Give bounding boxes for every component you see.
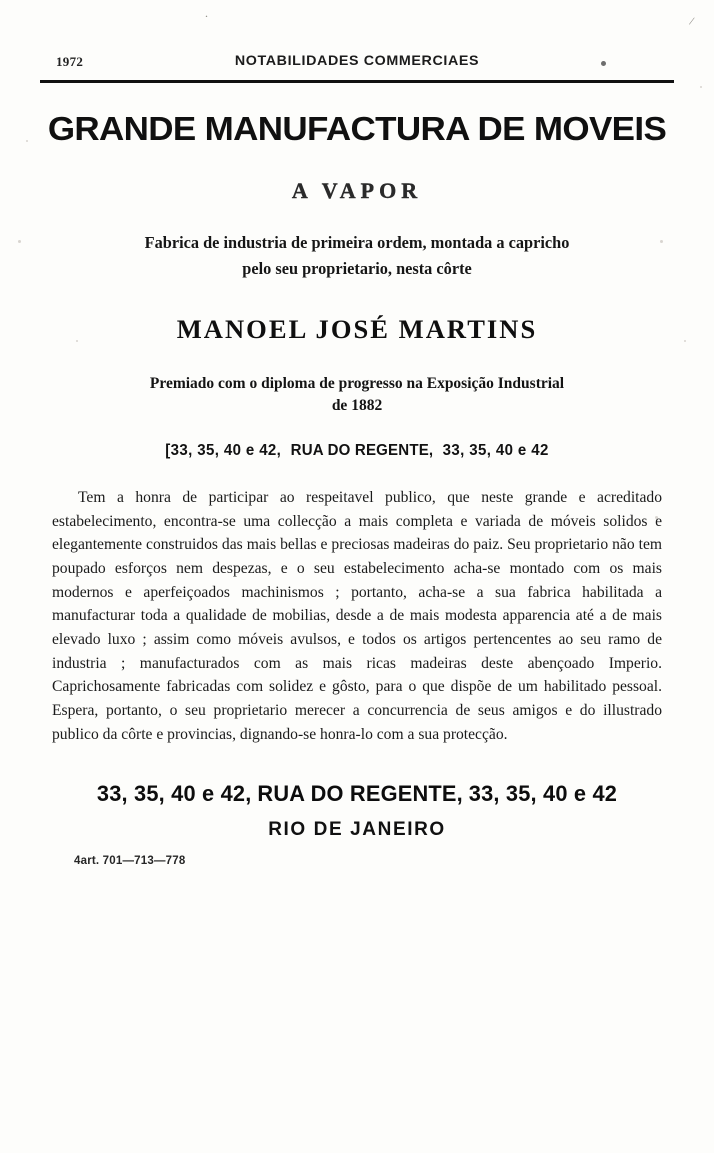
ad-lead xyxy=(64,230,650,281)
scan-speckle xyxy=(684,340,686,342)
address-numbers-left: [33, 35, 40 e 42, xyxy=(165,441,282,459)
ad-award xyxy=(52,373,662,418)
ad-title: GRANDE MANUFACTURA DE MOVEIS xyxy=(47,110,667,147)
header-ink-dot xyxy=(601,61,606,66)
ad-city: RIO DE JANEIRO xyxy=(268,818,446,840)
ad-award-line-2: de 1882 xyxy=(331,397,383,415)
ad-article-reference: 4art. 701—713—778 xyxy=(74,854,186,867)
advertisement xyxy=(47,96,667,867)
ad-award-line-1: Premiado com o diploma de progresso na Exposição Industrial xyxy=(149,375,565,392)
address-street: RUA DO REGENTE, xyxy=(290,441,434,459)
address-street: RUA DO REGENTE, xyxy=(257,780,463,806)
ad-proprietor-name: MANOEL JOSÉ MARTINS xyxy=(176,315,538,344)
address-numbers-left: 33, 35, 40 e 42, xyxy=(96,780,252,806)
scan-speckle xyxy=(26,140,28,142)
header-rule xyxy=(40,80,674,83)
ad-address-bottom xyxy=(55,781,659,807)
address-numbers-right: 33, 35, 40 e 42 xyxy=(442,441,549,459)
corner-scan-mark: . xyxy=(205,6,208,20)
folio-number: 1972 xyxy=(56,54,84,69)
ad-subtitle: A VAPOR xyxy=(291,178,423,203)
scan-speckle xyxy=(18,240,21,243)
ad-body-text: Tem a honra de participar ao respeitavel publico, que neste grande e acreditado estabelecimento, encontra-se uma collecção a mais completa e variada de móveis solidos e elegantemente construidos das mais bellas e preciosas madeiras do paiz. Seu proprietario não tem poupado esforços nem despezas, e o seu estabelecimento acha-se montado com os mais modernos e aperfeiçoados machinismos ; portanto, acha-se a sua fabrica habilitada a manufacturar toda a qualidade de mobilias, desde a de mais modesta apparencia até a de mais elevado luxo ; assim como móveis avulsos, e todos os artigos pertencentes ao seu ramo de industria ; manufacturados com as mais ricas madeiras deste abençoado Imperio. Caprichosamente fabricadas com solidez e gôsto, para o que dispõe de um habilitado pessoal. Espera, portanto, o seu proprietario merecer a concurrencia de seus amigos e do illustrado publico da côrte e provincias, dignando-se honra-lo com a sua protecção. xyxy=(52,488,662,743)
scan-speckle xyxy=(700,86,702,88)
ad-address-top xyxy=(70,442,643,460)
address-numbers-right: 33, 35, 40 e 42 xyxy=(468,780,618,806)
page-header xyxy=(56,52,658,74)
ad-lead-line-2: pelo seu proprietario, nesta côrte xyxy=(242,258,472,278)
corner-scan-mark: / xyxy=(688,13,696,29)
ad-lead-line-1: Fabrica de industria de primeira ordem, montada a capricho xyxy=(144,233,570,252)
running-head: NOTABILIDADES COMMERCIAES xyxy=(234,52,480,68)
